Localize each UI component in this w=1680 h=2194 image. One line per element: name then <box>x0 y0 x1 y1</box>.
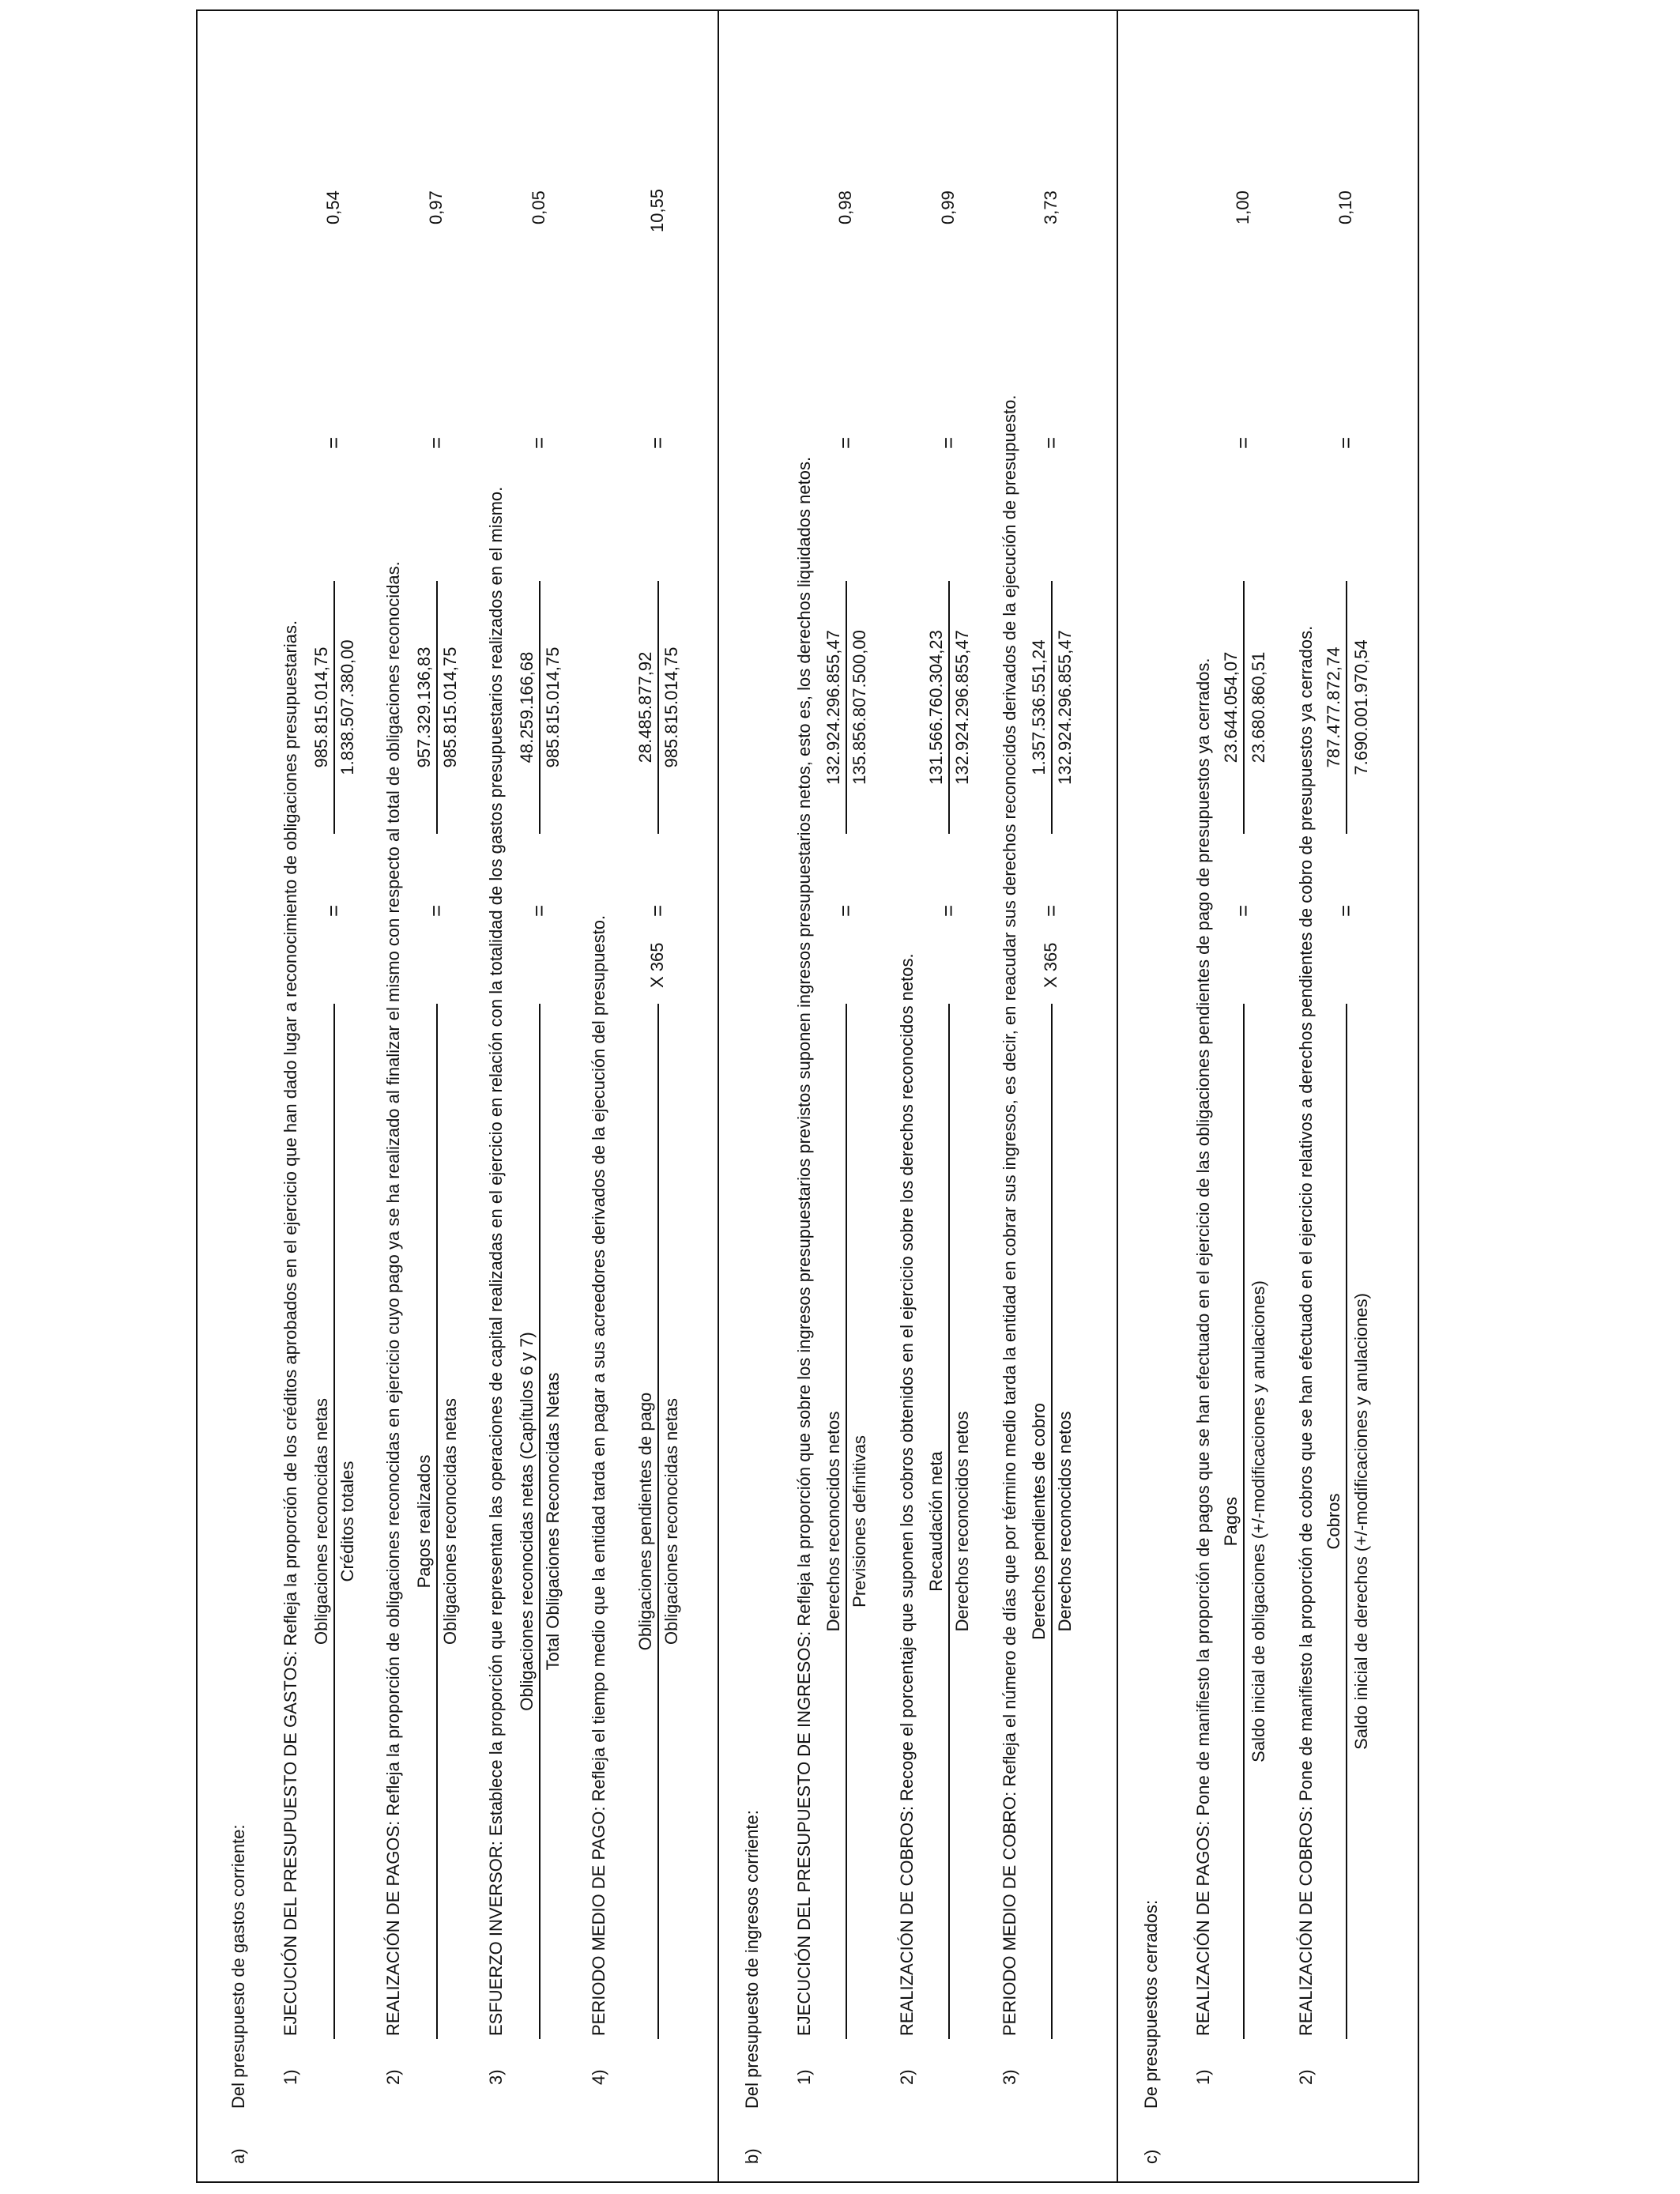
a2-denominator-label: Obligaciones reconocidas netas <box>440 1398 460 1645</box>
c1-number: 1) <box>1193 2069 1213 2085</box>
b2-numerator-value: 131.566.760.304,23 <box>926 630 946 785</box>
a4-equals-1: = <box>646 904 669 917</box>
c2-equals-1: = <box>1334 904 1358 917</box>
a3-result: 0,05 <box>529 190 548 224</box>
section-b-letter: b) <box>742 2148 762 2164</box>
c2-numerator-value: 787.477.872,74 <box>1324 647 1343 768</box>
a1-title: EJECUCIÓN DEL PRESUPUESTO DE GASTOS: Refleja la proporción de los créditos aprobados en el ejercicio que han dado lugar a reconocimiento de obligaciones presupuestarias. <box>281 620 300 2036</box>
c2-denominator-label: Saldo inicial de derechos (+/-modificaciones y anulaciones) <box>1351 1293 1371 1750</box>
b1-numerator-value: 132.924.296.855,47 <box>823 630 843 785</box>
b2-number: 2) <box>897 2069 917 2085</box>
c2-equals-2: = <box>1334 436 1358 449</box>
c2-numerator-label: Cobros <box>1324 1493 1343 1550</box>
section-a-gastos-corriente <box>196 9 719 2183</box>
b2-fraction-line <box>948 1004 950 2039</box>
b3-denominator-value: 132.924.296.855,47 <box>1055 630 1075 785</box>
a3-denominator-label: Total Obligaciones Reconocidas Netas <box>543 1372 563 1671</box>
section-a-letter: a) <box>228 2148 248 2164</box>
a4-equals-2: = <box>646 436 669 449</box>
c2-value-line <box>1346 581 1347 834</box>
section-c-heading: De presupuestos cerrados: <box>1141 1899 1161 2109</box>
b1-fraction-line <box>846 1004 847 2039</box>
c1-fraction-line <box>1243 1004 1245 2039</box>
b2-value-line <box>948 581 950 834</box>
c1-title: REALIZACIÓN DE PAGOS: Pone de manifiesto la proporción de pagos que se han efectuado en el ejercicio de las obligaciones pendientes de pago de presupuestos ya cerrados. <box>1193 658 1213 2036</box>
a2-fraction-line <box>436 1004 438 2039</box>
b2-equals-1: = <box>936 904 960 917</box>
c1-denominator-value: 23.680.860,51 <box>1249 651 1268 763</box>
b2-equals-2: = <box>936 436 960 449</box>
a1-value-line <box>333 581 335 834</box>
b3-result: 3,73 <box>1041 190 1060 224</box>
b3-numerator-value: 1.357.536.551,24 <box>1029 639 1049 775</box>
b2-denominator-value: 132.924.296.855,47 <box>952 630 972 785</box>
a4-numerator-value: 28.485.877,92 <box>635 651 655 763</box>
section-c-presupuestos-cerrados <box>1117 9 1419 2183</box>
c1-equals-1: = <box>1231 904 1255 917</box>
c2-result: 0,10 <box>1335 190 1355 224</box>
a4-value-line <box>657 581 659 834</box>
rotated-page-frame <box>196 9 1419 2183</box>
c1-numerator-value: 23.644.054,07 <box>1221 651 1241 763</box>
b3-multiplier: X 365 <box>1041 942 1060 988</box>
a1-result: 0,54 <box>323 190 343 224</box>
b3-equals-2: = <box>1039 436 1063 449</box>
c1-equals-2: = <box>1231 436 1255 449</box>
c1-denominator-label: Saldo inicial de obligaciones (+/-modificaciones y anulaciones) <box>1249 1280 1268 1762</box>
a1-denominator-value: 1.838.507.380,00 <box>337 639 357 775</box>
b3-number: 3) <box>1000 2069 1019 2085</box>
a2-denominator-value: 985.815.014,75 <box>440 647 460 768</box>
c2-denominator-value: 7.690.001.970,54 <box>1351 639 1371 775</box>
a2-equals-2: = <box>424 436 448 449</box>
a2-numerator-value: 957.329.136,83 <box>414 647 434 768</box>
a1-denominator-label: Créditos totales <box>337 1461 357 1582</box>
c1-result: 1,00 <box>1233 190 1252 224</box>
a4-title: PERIODO MEDIO DE PAGO: Refleja el tiempo medio que la entidad tarda en pagar a sus acreedores derivados de la ejecución del presupuesto. <box>589 914 608 2036</box>
a4-number: 4) <box>589 2069 608 2085</box>
a2-numerator-label: Pagos realizados <box>414 1454 434 1589</box>
a3-equals-1: = <box>527 904 551 917</box>
a2-result: 0,97 <box>426 190 446 224</box>
section-c-letter: c) <box>1141 2149 1161 2164</box>
b1-title: EJECUCIÓN DEL PRESUPUESTO DE INGRESOS: Refleja la proporción que sobre los ingresos presupuestarios previstos suponen ingresos presupuestarios netos, esto es, los derechos liquidados netos. <box>794 456 814 2036</box>
c2-fraction-line <box>1346 1004 1347 2039</box>
b3-value-line <box>1051 581 1053 834</box>
b2-denominator-label: Derechos reconocidos netos <box>952 1411 972 1632</box>
a2-value-line <box>436 581 438 834</box>
b1-numerator-label: Derechos reconocidos netos <box>823 1411 843 1632</box>
a4-fraction-line <box>657 1004 659 2039</box>
a2-title: REALIZACIÓN DE PAGOS: Refleja la proporción de obligaciones reconocidas en ejercicio cuyo pago ya se ha realizado al finalizar el mismo con respecto al total de obligaciones reconocidas. <box>383 561 403 2036</box>
b1-equals-1: = <box>834 904 857 917</box>
a4-result: 10,55 <box>647 188 667 232</box>
a1-number: 1) <box>281 2069 300 2085</box>
b1-value-line <box>846 581 847 834</box>
a2-number: 2) <box>383 2069 403 2085</box>
a3-numerator-label: Obligaciones reconocidas netas (Capítulos 6 y 7) <box>517 1332 537 1711</box>
a3-denominator-value: 985.815.014,75 <box>543 647 563 768</box>
b1-denominator-value: 135.856.807.500,00 <box>849 630 869 785</box>
b1-result: 0,98 <box>835 190 855 224</box>
b2-numerator-label: Recaudación neta <box>926 1451 946 1592</box>
a3-number: 3) <box>486 2069 506 2085</box>
a4-denominator-label: Obligaciones reconocidas netas <box>661 1398 681 1645</box>
a1-numerator-label: Obligaciones reconocidas netas <box>311 1398 331 1645</box>
rotated-page-content <box>196 9 1419 2183</box>
section-b-ingresos-corriente <box>718 9 1118 2183</box>
section-b-heading: Del presupuesto de ingresos corriente: <box>742 1810 762 2109</box>
a1-numerator-value: 985.815.014,75 <box>311 647 331 768</box>
b3-numerator-label: Derechos pendientes de cobro <box>1029 1403 1049 1640</box>
a3-title: ESFUERZO INVERSOR: Establece la proporción que representan las operaciones de capital realizadas en el ejercicio en relación con la totalidad de los gastos presupuestarios realizados en el mismo. <box>486 486 506 2036</box>
b1-equals-2: = <box>834 436 857 449</box>
a3-fraction-line <box>539 1004 541 2039</box>
c1-value-line <box>1243 581 1245 834</box>
b1-denominator-label: Previsiones definitivas <box>849 1435 869 1608</box>
a4-denominator-value: 985.815.014,75 <box>661 647 681 768</box>
a3-value-line <box>539 581 541 834</box>
b3-fraction-line <box>1051 1004 1053 2039</box>
a4-multiplier: X 365 <box>647 942 667 988</box>
b3-denominator-label: Derechos reconocidos netos <box>1055 1411 1075 1632</box>
c1-numerator-label: Pagos <box>1221 1496 1241 1547</box>
b2-result: 0,99 <box>938 190 958 224</box>
c2-title: REALIZACIÓN DE COBROS: Pone de manifiesto la proporción de cobros que se han efectuado en el ejercicio relativos a derechos pendientes de cobro de presupuestos ya cerrados. <box>1296 625 1316 2036</box>
a1-equals-2: = <box>322 436 345 449</box>
a1-fraction-line <box>333 1004 335 2039</box>
b1-number: 1) <box>794 2069 814 2085</box>
a4-numerator-label: Obligaciones pendientes de pago <box>635 1392 655 1651</box>
b2-title: REALIZACIÓN DE COBROS: Recoge el porcentaje que suponen los cobros obtenidos en el ejercicio sobre los derechos reconocidos netos. <box>897 953 917 2036</box>
a3-equals-2: = <box>527 436 551 449</box>
b3-equals-1: = <box>1039 904 1063 917</box>
c2-number: 2) <box>1296 2069 1316 2085</box>
section-a-heading: Del presupuesto de gastos corriente: <box>228 1824 248 2109</box>
a3-numerator-value: 48.259.166,68 <box>517 651 537 763</box>
a1-equals-1: = <box>322 904 345 917</box>
b3-title: PERIODO MEDIO DE COBRO: Refleja el número de días que por término medio tarda la entidad en cobrar sus ingresos, es decir, en reacudar sus derechos reconocidos derivados de la ejecución de presupuesto. <box>1000 394 1019 2036</box>
a2-equals-1: = <box>424 904 448 917</box>
